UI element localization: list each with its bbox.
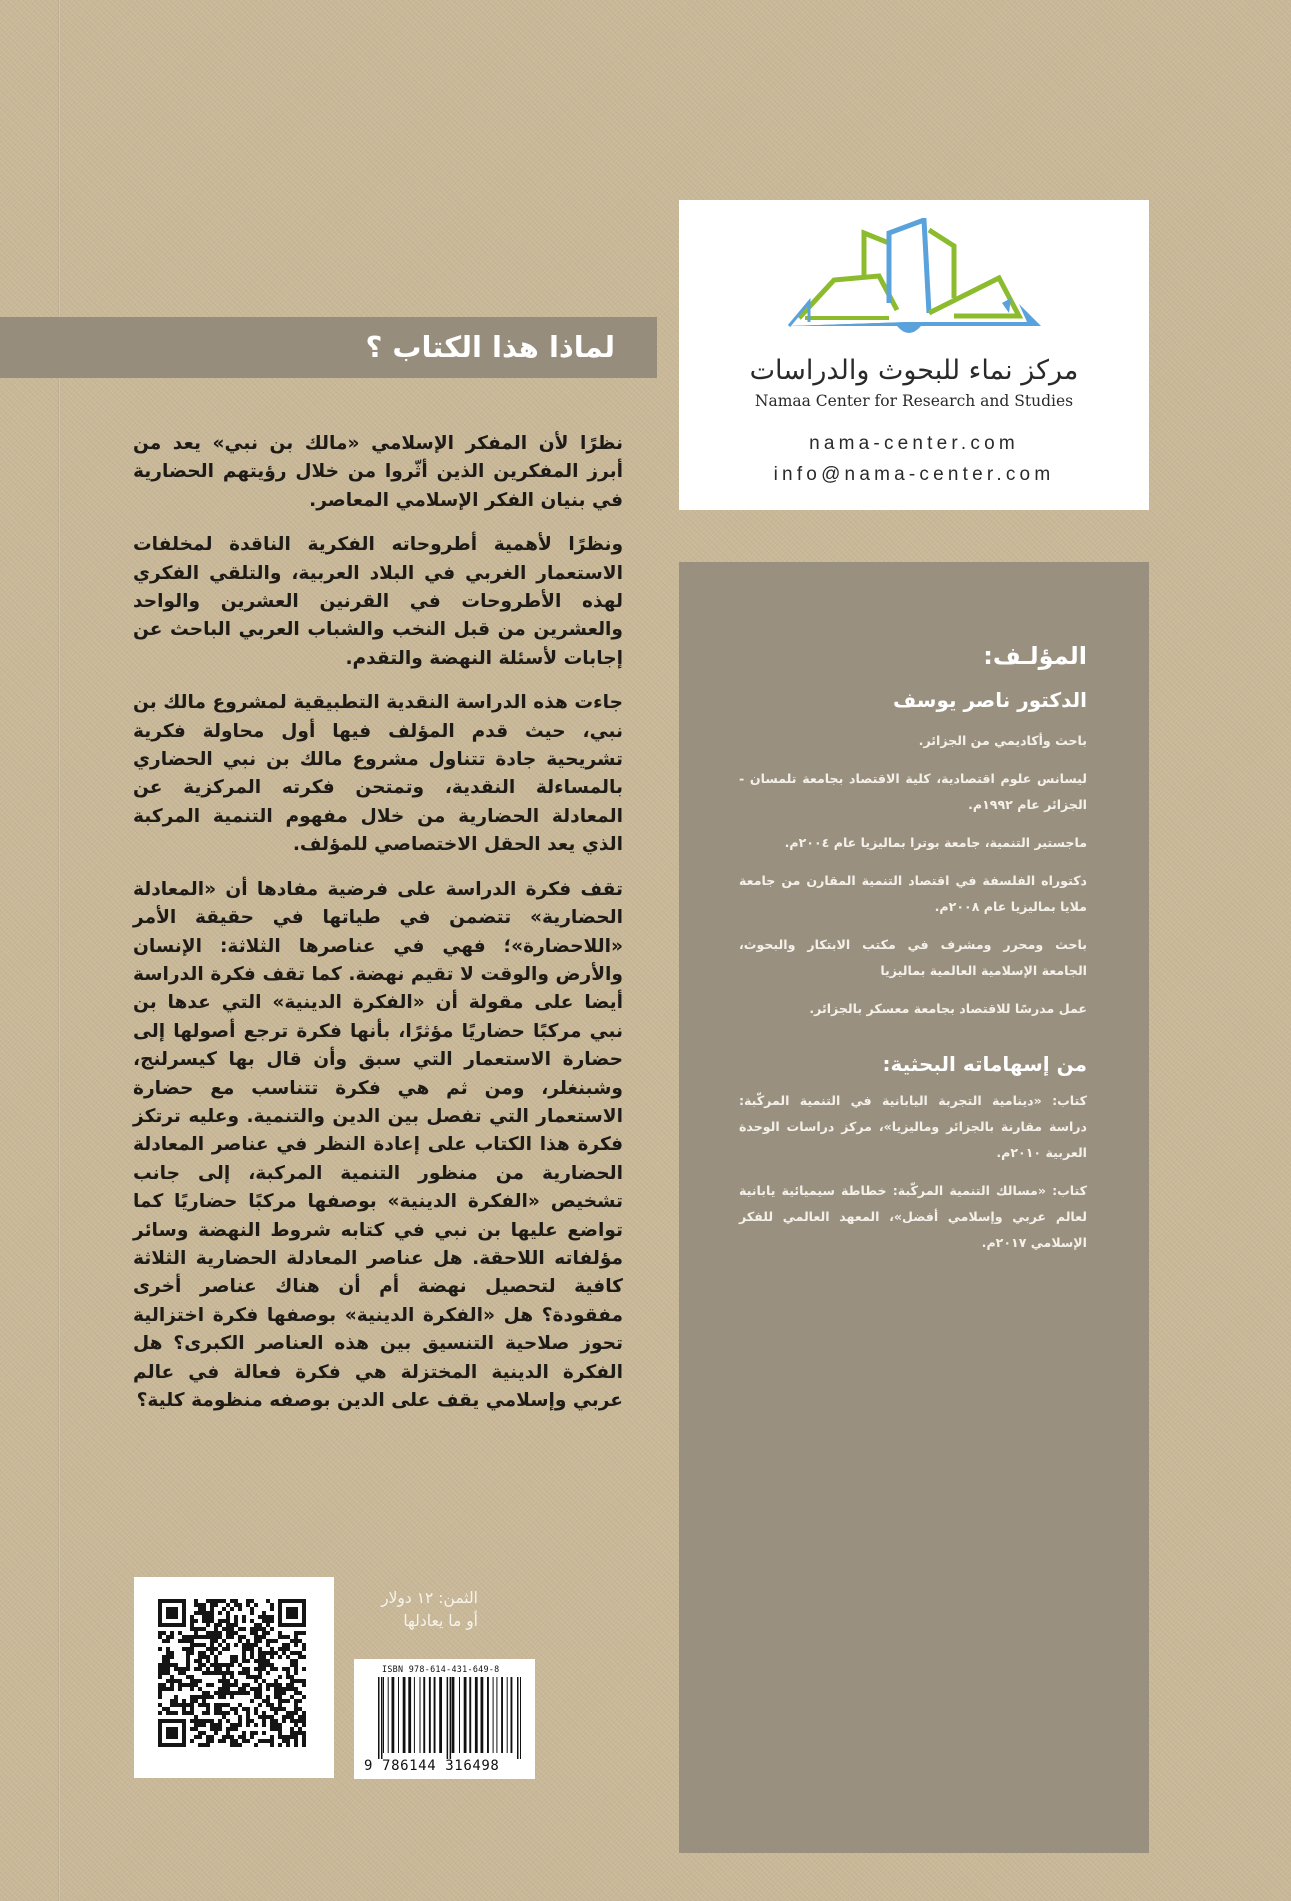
barcode-bar <box>459 1677 460 1753</box>
barcode-bar <box>464 1677 467 1753</box>
qr-finder-pattern <box>158 1599 186 1627</box>
logo-left-page <box>799 276 897 318</box>
author-heading: المؤلـف: <box>983 642 1087 670</box>
blurb-paragraph: ونظرًا لأهمية أطروحاته الفكرية الناقدة لمخلفات الاستعمار الغربي في البلاد العربية، والتلقي الفكري لهذه الأطروحات في القرنين العشرين والواحد والعشرين من قبل النخب والشباب العربي الباحث عن إجابات لأسئلة النهضة والتقدم. <box>133 534 623 669</box>
price-info <box>348 1587 478 1633</box>
author-name: الدكتور ناصر يوسف <box>892 688 1087 712</box>
barcode-bar <box>408 1677 411 1753</box>
barcode-bar <box>496 1677 497 1753</box>
publisher-name-english: Namaa Center for Research and Studies <box>754 392 1074 410</box>
author-bio-item: دكتوراه الفلسفة في اقتصاد التنمية المقارن من جامعة ملايا بماليزيا عام ٢٠٠٨م. <box>739 873 1087 914</box>
barcode-bar <box>434 1677 436 1753</box>
author-bio-item: ليسانس علوم اقتصادية، كلية الاقتصاد بجامعة تلمسان - الجزائر عام ١٩٩٢م. <box>739 771 1087 812</box>
author-bio-item: باحث ومحرر ومشرف في مكتب الابتكار والبحوث، الجامعة الإسلامية العالمية بماليزيا <box>739 937 1087 978</box>
logo-right-page <box>929 278 1019 316</box>
contributions-heading: من إسهاماته البحثية: <box>882 1052 1087 1076</box>
barcode-bar <box>493 1677 494 1753</box>
barcode-bar <box>392 1677 395 1753</box>
spine-crease <box>58 0 61 1901</box>
why-book-header-bar <box>0 317 657 378</box>
barcode-bar <box>511 1677 513 1753</box>
qr-finder-pattern <box>278 1599 306 1627</box>
barcode-bar <box>487 1677 489 1753</box>
open-book-buildings-logo-icon <box>779 218 1049 338</box>
barcode-guard-bar <box>447 1677 449 1759</box>
author-bio-item: عمل مدرسًا للاقتصاد بجامعة معسكر بالجزائر. <box>809 1001 1087 1016</box>
blurb-text <box>133 430 623 1431</box>
logo-center-building <box>889 220 929 313</box>
barcode-guard-bar <box>520 1677 521 1759</box>
author-work-item: كتاب: «مسالك التنمية المركّبة: خطاطة سيميائية يابانية لعالم عربي وإسلامي أفضل»، المعهد العالمي للفكر الإسلامي ٢٠١٧م. <box>739 1183 1087 1250</box>
barcode-bar <box>507 1677 508 1753</box>
blurb-paragraph: تقف فكرة الدراسة على فرضية مفادها أن «المعادلة الحضارية» تتضمن في طياتها في حقيقة الأمر «اللاحضارة»؛ فهي في عناصرها الثلاثة: الإنسان والأرض والوقت لا تقيم نهضة. كما تقف فكرة الدراسة أيضا على مقولة أن «الفكرة الدينية» التي عدها بن نبي مركبًا حضاريًا مؤثرًا، بأنها فكرة ترجع أصولها إلى حضارة الاستعمار التي سبق وأن قال بها كيسرلنج، وشبنغلر، ومن ثم هي فكرة تتناسب مع حضارة الاستعمار التي تفصل بين الدين والتنمية. وعليه ترتكز فكرة هذا الكتاب على إعادة النظر في عناصر المعادلة الحضارية من منظور التنمية المركبة، إلى جانب تشخيص «الفكرة الدينية» بوصفها مركبًا حضاريًا كما تواضع عليها بن نبي في كتابه شروط النهضة وسائر مؤلفاته اللاحقة. هل عناصر المعادلة الحضارية الثلاثة كافية لتحصيل نهضة أم أن هناك عناصر أخرى مفقودة؟ هل «الفكرة الدينية» بوصفها فكرة اختزالية تحوز صلاحية التنسيق بين هذه العناصر الكبرى؟ هل الفكرة الدينية المختزلة هي فكرة فعالة في عالم عربي وإسلامي يقف على الدين بوصفه منظومة كلية؟ <box>133 878 623 1411</box>
publisher-logo-box <box>679 200 1149 510</box>
publisher-name-arabic: مركز نماء للبحوث والدراسات <box>749 355 1079 386</box>
barcode-guard-bar <box>450 1677 452 1759</box>
barcode-guard-bar <box>378 1677 380 1759</box>
isbn-label: ISBN 978-614-431-649-8 <box>382 1664 500 1674</box>
barcode-bar <box>475 1677 478 1753</box>
barcode-bar <box>403 1677 406 1753</box>
barcode-icon <box>376 1677 521 1759</box>
author-work-item: كتاب: «دينامية التجربة اليابانية في التنمية المركّبة: دراسة مقارنة بالجزائر وماليزيا»، مركز دراسات الوحدة العربية ٢٠١٠م. <box>739 1093 1087 1160</box>
barcode-bar <box>388 1677 389 1753</box>
author-info <box>739 640 1087 1268</box>
barcode-bar <box>398 1677 399 1753</box>
barcode-bar <box>429 1677 431 1753</box>
author-panel <box>679 562 1149 1853</box>
barcode-bar <box>423 1677 425 1753</box>
logo-right-building <box>929 230 954 298</box>
barcode-bar <box>481 1677 484 1753</box>
qr-code-box <box>134 1577 334 1778</box>
barcode-bar <box>469 1677 471 1753</box>
price-equivalent-line: أو ما يعادلها <box>403 1612 478 1630</box>
barcode-bar <box>383 1677 384 1753</box>
barcode-guard-bar <box>381 1677 383 1759</box>
qr-code-icon <box>158 1599 310 1755</box>
isbn-barcode-box <box>354 1659 535 1779</box>
author-bio-item: باحث وأكاديمي من الجزائر. <box>918 733 1087 748</box>
qr-finder-pattern <box>158 1719 186 1747</box>
why-book-title: لماذا هذا الكتاب ؟ <box>365 330 615 364</box>
blurb-paragraph: جاءت هذه الدراسة النقدية التطبيقية لمشروع مالك بن نبي، حيث قدم المؤلف فيها أول محاولة فكرية تشريحية جادة تتناول مشروع مالك بن نبي الحضاري بالمساءلة النقدية، وتمتحن فكرته المركزية عن المعادلة الحضارية من خلال مفهوم التنمية المركبة الذي يعد الحقل الاختصاصي للمؤلف. <box>133 692 623 856</box>
publisher-email[interactable]: info@nama-center.com <box>773 464 1055 485</box>
ean-digits: 9 786144 316498 <box>364 1758 500 1774</box>
barcode-bar <box>439 1677 442 1753</box>
publisher-website[interactable]: nama-center.com <box>809 433 1019 454</box>
barcode-bar <box>414 1677 415 1753</box>
barcode-bar <box>420 1677 421 1753</box>
qr-modules <box>158 1599 306 1747</box>
author-bio-item: ماجستير التنمية، جامعة بوترا بماليزيا عام ٢٠٠٤م. <box>784 835 1087 850</box>
barcode-guard-bar <box>517 1677 519 1759</box>
price-line: الثمن: ١٢ دولار <box>381 1589 478 1607</box>
barcode-bar <box>501 1677 503 1753</box>
barcode-bar <box>452 1677 455 1753</box>
blurb-paragraph: نظرًا لأن المفكر الإسلامي «مالك بن نبي» يعد من أبرز المفكرين الذين أثّروا من خلال رؤيتهم الحضارية في بنيان الفكر الإسلامي المعاصر. <box>133 433 623 511</box>
